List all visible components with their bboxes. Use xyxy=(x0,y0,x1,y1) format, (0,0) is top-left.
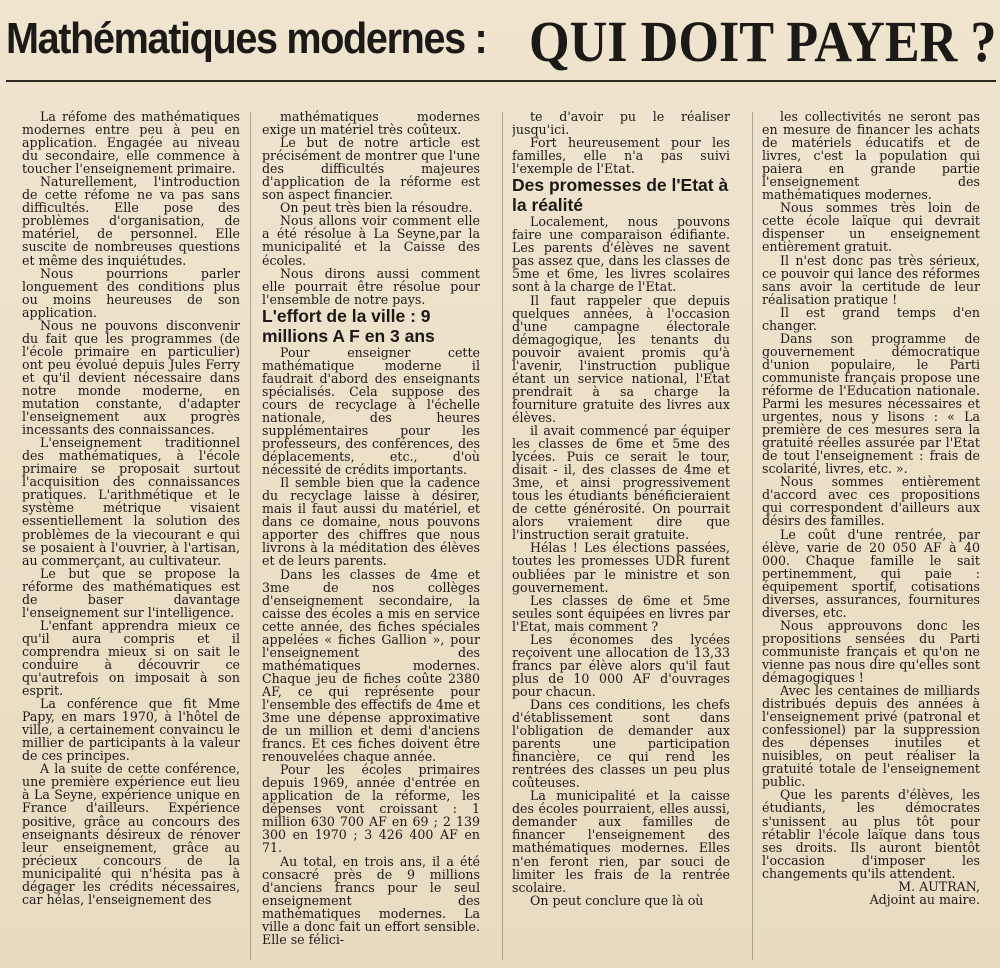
paragraph: Il faut rappeler que depuis quelques années, à l'occasion d'une campagne électorale démagogique, les tenants du pouvoir avaient promis qu'à l'avenir, l'instruction publique étant un service national, l'Etat prendrait à sa charge la fourniture gratuite des livres aux élèves. xyxy=(512,292,730,425)
column-3 xyxy=(512,110,730,958)
paragraph: Les économes des lycées reçoivent une allocation de 13,33 francs par élève alors qu'il faut plus de 10 000 AF d'ouvrages pour chacun. xyxy=(512,631,730,699)
paragraph: Il est grand temps d'en changer. xyxy=(762,304,980,333)
paragraph: Que les parents d'élèves, les étudiants, les démocrates s'unissent au plus tôt pour rétablir l'école laïque dans tous ses droits. Ils auront bientôt l'occasion d'imposer les changements qu'ils attendent. xyxy=(762,787,980,881)
paragraph: On peut conclure que là où xyxy=(530,892,704,908)
paragraph: Naturellement, l'introduction de cette réfome ne va pas sans difficultés. Elle pose des problèmes d'organisation, de matériel, de personnel. Elle suscite de nombreuses questions et même des inquiétudes. xyxy=(22,174,240,268)
headline-right: QUI DOIT PAYER ? xyxy=(529,14,996,74)
paragraph: A la suite de cette conférence, une première expérience eut lieu à La Seyne, expérience unique en France d'ailleurs. Expérience positive, grâce au concours des enseignants désireux de rénover leur enseignement, grâce au précieux concours de la municipalité qui n'hésita pas à dégager les crédits nécessaires, car hélas, l'enseignement des xyxy=(22,761,240,907)
signature-role: Adjoint au maire. xyxy=(869,891,980,907)
paragraph: te d'avoir pu le réaliser jusqu'ici. xyxy=(512,110,730,138)
paragraph: Les classes de 6me et 5me seules sont équipées en livres par l'Etat, mais comment ? xyxy=(512,592,730,634)
paragraph: Le coût d'une rentrée, par élève, varie de 20 050 AF à 40 000. Chaque famille le sait pertinemment, qui paie : équipement sportif, cotisations diverses, assurances, fournitures diverses, etc. xyxy=(762,526,980,620)
paragraph: il avait commencé par équiper les classes de 6me et 5me des lycées. Puis ce serait le tour, disait - il, des classes de 4me et 3me, et ainsi progressivement tous les étudiants bénéficieraient de cette générosité. On pourrait alors vraiement dire que l'instruction serait gratuite. xyxy=(512,422,730,543)
paragraph: mathématiques modernes exige un matériel très coûteux. xyxy=(262,110,480,138)
column-4 xyxy=(762,110,980,958)
column-divider xyxy=(752,112,753,960)
column-1 xyxy=(22,110,240,958)
paragraph: Pour enseigner cette mathématique moderne il faudrait d'abord des enseignants spécialisés. Cela suppose des cours de recyclage à l'échelle nationale, des heures supplémentaires pour les professeurs, des conférences, des déplacements, etc., d'où nécessité de crédits importants. xyxy=(262,344,480,478)
paragraph: les collectivités ne seront pas en mesure de financer les achats de matériels éducatifs et de livres, c'est la population qui paiera en grande partie l'enseignement des mathématiques modernes. xyxy=(762,110,980,203)
paragraph: Nous ne pouvons disconvenir du fait que les programmes (de l'école primaire en particulier) ont peu évolué depuis Jules Ferry et qu'il devient nécessaire dans notre monde moderne, en mutation constante, d'adapter l'enseignement aux progrès incessants des connaissances. xyxy=(22,317,240,438)
column-2 xyxy=(262,110,480,958)
paragraph: Avec les centaines de milliards distribués depuis des années à l'enseignement privé (patronal et confessionel) par la suppression des dépenses inutiles et nuisibles, on peut réaliser la gratuité totale de l'enseignement public. xyxy=(762,683,980,790)
paragraph: La municipalité et la caisse des écoles pourraient, elles aussi, demander aux familles de financer l'enseignement des mathématiques modernes. Elles n'en feront rien, par souci de limiter les frais de la rentrée scolaire. xyxy=(512,788,730,895)
paragraph: La réfome des mathématiques modernes entre peu à peu en application. Engagée au niveau du secondaire, elle commence à toucher l'enseignement primaire. xyxy=(22,110,240,177)
column-divider xyxy=(250,112,251,960)
paragraph: Au total, en trois ans, il a été consacré près de 9 millions d'anciens francs pour le seul enseignement des mathématiques modernes. La ville a donc fait un effort sensible. Elle se félici- xyxy=(262,853,480,947)
paragraph: Pour les écoles primaires depuis 1969, année d'entrée en application de la réforme, les dépenses vont croissant : 1 million 630 700 AF en 69 ; 2 139 300 en 1970 ; 3 426 400 AF en 71. xyxy=(262,762,480,856)
paragraph: Nous sommes entièrement d'accord avec ces propositions qui correspondent d'ailleurs aux désirs des familles. xyxy=(762,474,980,529)
headline-left: Mathématiques modernes : xyxy=(6,14,487,63)
paragraph: Nous approuvons donc les propositions sensées du Parti communiste français et qu'on ne vienne pas nous dire qu'elles sont démagogiques ! xyxy=(762,617,980,686)
paragraph: La conférence que fit Mme Papy, en mars 1970, à l'hôtel de ville, a certainement convaincu le millier de participants à la valeur de ces principes. xyxy=(22,696,240,764)
paragraph: Dans son programme de gouvernement démocratique d'union populaire, le Parti communiste français propose une réforme de l'Education nationale. Parmi les mesures nécessaires et urgentes, nous y lisons : « La première de ces mesures sera la gratuité réelles assurée par l'Etat de tout l'enseignement : frais de scolarité, livres, etc. ». xyxy=(762,330,980,477)
paragraph: Nous allons voir comment elle a été résolue à La Seyne,par la municipalité et la Caisse des écoles. xyxy=(262,213,480,268)
headline xyxy=(6,14,996,84)
signature-name: M. AUTRAN, xyxy=(898,878,980,894)
paragraph: Hélas ! Les élections passées, toutes les promesses UDR furent oubliées par le ministre et son gouvernement. xyxy=(512,540,730,595)
paragraph: L'enseignement traditionnel des mathématiques, à l'école primaire se proposait surtout l'acquisition des connaissances pratiques. L'arithmétique et le système métrique visaient essentiellement la solution des problèmes de la viecourant e qui se posaient à l'ouvrier, à l'artisan, au commerçant, au cultivateur. xyxy=(22,435,240,568)
paragraph: Il semble bien que la cadence du recyclage laisse à désirer, mais il faut aussi du matériel, et dans ce domaine, nous pouvons apporter des chiffres que nous livrons à la méditation des élèves et de leurs parents. xyxy=(262,475,480,569)
column-divider xyxy=(502,112,503,960)
paragraph: Dans les classes de 4me et 3me de nos collèges d'enseignement secondaire, la caisse des écoles a mis en service cette année, des fiches spéciales appelées « fiches Gallion », pour l'enseignement des mathématiques modernes. Chaque jeu de fiches coûte 2380 AF, ce qui représente pour l'ensemble des effectifs de 4me et 3me une dépense approximative de un million et demi d'anciens francs. Et ces fiches doivent être renouvelées chaque année. xyxy=(262,566,480,765)
paragraph: Nous dirons aussi comment elle pourrait être résolue pour l'ensemble de notre pays. xyxy=(262,265,480,307)
subheading-effort-ville: L'effort de la ville : 9 millions A F en 3 ans xyxy=(262,305,435,346)
paragraph: Le but que se propose la réforme des mathématiques est de baser davantage l'enseignement sur l'intelligence. xyxy=(22,565,240,620)
paragraph: Nous sommes très loin de cette école laïque qui devrait dispenser un enseignement entièrement gratuit. xyxy=(762,200,980,255)
paragraph: Nous pourrions parler longuement des conditions plus ou moins heureuses de son application. xyxy=(22,265,240,320)
paragraph: Localement, nous pouvons faire une comparaison édifiante. Les parents d'élèves ne savent pas assez que, dans les classes de 5me et 6me, les livres scolaires sont à la charge de l'Etat. xyxy=(512,214,730,295)
headline-rule xyxy=(6,80,996,82)
paragraph: L'enfant apprendra mieux ce qu'il aura compris et il comprendra mieux si on sait le conduire à découvrir ce qu'autrefois on imposait à son esprit. xyxy=(22,617,240,699)
paragraph: Il n'est donc pas très sérieux, ce pouvoir qui lance des réformes sans avoir la certitude de leur réalisation pratique ! xyxy=(762,252,980,307)
paragraph: Le but de notre article est précisément de montrer que l'une des difficultés majeures d'application de la réforme est son aspect financier. xyxy=(262,135,480,203)
paragraph: Fort heureusement pour les familles, elle n'a pas suivi l'exemple de l'Etat. xyxy=(512,135,730,177)
subheading-promesses-etat: Des promesses de l'Etat à la réalité xyxy=(512,175,729,216)
paragraph: Dans ces conditions, les chefs d'établissement sont dans l'obligation de demander aux parents une participation financière, ce qui rend les rentrées des classes un peu plus coûteuses. xyxy=(512,696,730,791)
paragraph: On peut très bien la résoudre. xyxy=(280,200,473,216)
